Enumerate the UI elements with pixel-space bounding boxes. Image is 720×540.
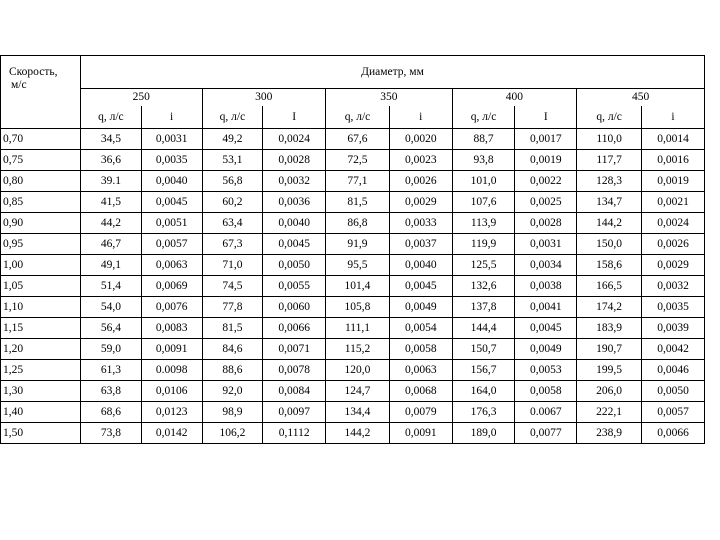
- flow-cell: 111,1: [326, 318, 390, 339]
- slope-cell: 0,0035: [141, 150, 202, 171]
- slope-cell: 0,0055: [263, 276, 326, 297]
- slope-cell: 0,0019: [642, 171, 705, 192]
- slope-cell: 0,0039: [642, 318, 705, 339]
- flow-cell: 84,6: [202, 339, 263, 360]
- flow-cell: 110,0: [577, 129, 642, 150]
- hydraulic-table: [0, 55, 705, 444]
- flow-cell: 105,8: [326, 297, 390, 318]
- slope-cell: 0,0022: [515, 171, 577, 192]
- flow-cell: 119,9: [452, 234, 515, 255]
- sub-i-350: i: [389, 106, 452, 129]
- table-row: [1, 129, 705, 150]
- flow-cell: 46,7: [81, 234, 142, 255]
- flow-cell: 61,3: [81, 360, 142, 381]
- speed-cell: 0,70: [1, 129, 81, 150]
- table-row: [1, 339, 705, 360]
- slope-cell: 0,0038: [515, 276, 577, 297]
- flow-cell: 158,6: [577, 255, 642, 276]
- slope-cell: 0,0050: [642, 381, 705, 402]
- slope-cell: 0,0031: [515, 234, 577, 255]
- flow-cell: 134,4: [326, 402, 390, 423]
- slope-cell: 0,0049: [389, 297, 452, 318]
- slope-cell: 0,0066: [642, 423, 705, 444]
- flow-cell: 91,9: [326, 234, 390, 255]
- slope-cell: 0,0084: [263, 381, 326, 402]
- flow-cell: 71,0: [202, 255, 263, 276]
- flow-cell: 117,7: [577, 150, 642, 171]
- slope-cell: 0,0040: [389, 255, 452, 276]
- flow-cell: 134,7: [577, 192, 642, 213]
- flow-cell: 150,0: [577, 234, 642, 255]
- slope-cell: 0,0032: [263, 171, 326, 192]
- slope-cell: 0,0040: [263, 213, 326, 234]
- flow-cell: 95,5: [326, 255, 390, 276]
- slope-cell: 0,0079: [389, 402, 452, 423]
- sub-i-450: i: [642, 106, 705, 129]
- table-row: [1, 234, 705, 255]
- slope-cell: 0,0076: [141, 297, 202, 318]
- flow-cell: 125,5: [452, 255, 515, 276]
- sub-q-450: q, л/с: [577, 106, 642, 129]
- slope-cell: 0,0045: [515, 318, 577, 339]
- sub-q-350: q, л/с: [326, 106, 390, 129]
- slope-cell: 0,0034: [515, 255, 577, 276]
- flow-cell: 113,9: [452, 213, 515, 234]
- flow-cell: 137,8: [452, 297, 515, 318]
- flow-cell: 144,2: [577, 213, 642, 234]
- flow-cell: 44,2: [81, 213, 142, 234]
- table-row: [1, 297, 705, 318]
- table-row: [1, 402, 705, 423]
- slope-cell: 0,0025: [515, 192, 577, 213]
- flow-cell: 73,8: [81, 423, 142, 444]
- slope-cell: 0,0106: [141, 381, 202, 402]
- slope-cell: 0,0060: [263, 297, 326, 318]
- speed-cell: 1,15: [1, 318, 81, 339]
- diameter-450: 450: [577, 89, 705, 107]
- slope-cell: 0,0051: [141, 213, 202, 234]
- flow-cell: 53,1: [202, 150, 263, 171]
- speed-header-line1: Скорость,: [9, 66, 58, 78]
- slope-cell: 0,0026: [389, 171, 452, 192]
- flow-cell: 67,6: [326, 129, 390, 150]
- speed-header-line2: м/с: [11, 79, 27, 91]
- slope-cell: 0.0098: [141, 360, 202, 381]
- table-row: [1, 150, 705, 171]
- flow-cell: 124,7: [326, 381, 390, 402]
- slope-cell: 0,0026: [642, 234, 705, 255]
- speed-cell: 1,30: [1, 381, 81, 402]
- flow-cell: 93,8: [452, 150, 515, 171]
- flow-cell: 190,7: [577, 339, 642, 360]
- flow-cell: 60,2: [202, 192, 263, 213]
- flow-cell: 68,6: [81, 402, 142, 423]
- slope-cell: 0,0078: [263, 360, 326, 381]
- flow-cell: 81,5: [202, 318, 263, 339]
- flow-cell: 189,0: [452, 423, 515, 444]
- flow-cell: 128,3: [577, 171, 642, 192]
- slope-cell: 0,0097: [263, 402, 326, 423]
- slope-cell: 0,0042: [642, 339, 705, 360]
- slope-cell: 0,0053: [515, 360, 577, 381]
- flow-cell: 72,5: [326, 150, 390, 171]
- flow-cell: 51,4: [81, 276, 142, 297]
- flow-cell: 156,7: [452, 360, 515, 381]
- slope-cell: 0,0017: [515, 129, 577, 150]
- flow-cell: 176,3: [452, 402, 515, 423]
- diameter-350: 350: [326, 89, 453, 107]
- slope-cell: 0,0091: [141, 339, 202, 360]
- slope-cell: 0,0045: [263, 234, 326, 255]
- slope-cell: 0,0091: [389, 423, 452, 444]
- slope-cell: 0,0016: [642, 150, 705, 171]
- speed-cell: 1,25: [1, 360, 81, 381]
- slope-cell: 0,0040: [141, 171, 202, 192]
- slope-cell: 0,0029: [642, 255, 705, 276]
- speed-cell: 1,50: [1, 423, 81, 444]
- slope-cell: 0,0033: [389, 213, 452, 234]
- slope-cell: 0,1112: [263, 423, 326, 444]
- table-row: [1, 255, 705, 276]
- speed-cell: 1,10: [1, 297, 81, 318]
- slope-cell: 0,0029: [389, 192, 452, 213]
- slope-cell: 0,0123: [141, 402, 202, 423]
- sub-q-400: q, л/с: [452, 106, 515, 129]
- speed-cell: 1,05: [1, 276, 81, 297]
- slope-cell: 0,0050: [263, 255, 326, 276]
- flow-cell: 238,9: [577, 423, 642, 444]
- flow-cell: 88,7: [452, 129, 515, 150]
- slope-cell: 0,0063: [141, 255, 202, 276]
- speed-cell: 0,85: [1, 192, 81, 213]
- slope-cell: 0,0035: [642, 297, 705, 318]
- slope-cell: 0,0058: [515, 381, 577, 402]
- flow-cell: 41,5: [81, 192, 142, 213]
- slope-cell: 0,0142: [141, 423, 202, 444]
- flow-cell: 74,5: [202, 276, 263, 297]
- flow-cell: 150,7: [452, 339, 515, 360]
- slope-cell: 0,0049: [515, 339, 577, 360]
- slope-cell: 0,0021: [642, 192, 705, 213]
- slope-cell: 0.0067: [515, 402, 577, 423]
- speed-cell: 0,90: [1, 213, 81, 234]
- slope-cell: 0,0077: [515, 423, 577, 444]
- flow-cell: 81,5: [326, 192, 390, 213]
- flow-cell: 56,8: [202, 171, 263, 192]
- flow-cell: 144,2: [326, 423, 390, 444]
- sub-q-300: q, л/с: [202, 106, 263, 129]
- slope-cell: 0,0019: [515, 150, 577, 171]
- flow-cell: 67,3: [202, 234, 263, 255]
- slope-cell: 0,0024: [263, 129, 326, 150]
- flow-cell: 222,1: [577, 402, 642, 423]
- diameter-300: 300: [202, 89, 326, 107]
- slope-cell: 0,0069: [141, 276, 202, 297]
- table-row: [1, 423, 705, 444]
- flow-cell: 88,6: [202, 360, 263, 381]
- table-row: [1, 276, 705, 297]
- speed-cell: 0,80: [1, 171, 81, 192]
- flow-cell: 199,5: [577, 360, 642, 381]
- table-body: [1, 129, 705, 444]
- slope-cell: 0,0037: [389, 234, 452, 255]
- flow-cell: 54,0: [81, 297, 142, 318]
- flow-cell: 92,0: [202, 381, 263, 402]
- flow-cell: 56,4: [81, 318, 142, 339]
- flow-cell: 166,5: [577, 276, 642, 297]
- table-row: [1, 381, 705, 402]
- slope-cell: 0,0020: [389, 129, 452, 150]
- slope-cell: 0,0083: [141, 318, 202, 339]
- flow-cell: 63,4: [202, 213, 263, 234]
- sub-i-300: I: [263, 106, 326, 129]
- diameter-250: 250: [81, 89, 203, 107]
- flow-cell: 183,9: [577, 318, 642, 339]
- speed-cell: 0,75: [1, 150, 81, 171]
- table-row: [1, 360, 705, 381]
- slope-cell: 0,0041: [515, 297, 577, 318]
- flow-cell: 206,0: [577, 381, 642, 402]
- slope-cell: 0,0054: [389, 318, 452, 339]
- slope-cell: 0,0063: [389, 360, 452, 381]
- speed-header: [1, 56, 81, 129]
- flow-cell: 174,2: [577, 297, 642, 318]
- slope-cell: 0,0045: [389, 276, 452, 297]
- speed-cell: 1,20: [1, 339, 81, 360]
- slope-cell: 0,0057: [642, 402, 705, 423]
- slope-cell: 0,0024: [642, 213, 705, 234]
- flow-cell: 144,4: [452, 318, 515, 339]
- flow-cell: 86,8: [326, 213, 390, 234]
- flow-cell: 77,1: [326, 171, 390, 192]
- flow-cell: 115,2: [326, 339, 390, 360]
- slope-cell: 0,0014: [642, 129, 705, 150]
- slope-cell: 0,0046: [642, 360, 705, 381]
- slope-cell: 0,0032: [642, 276, 705, 297]
- slope-cell: 0,0071: [263, 339, 326, 360]
- flow-cell: 36,6: [81, 150, 142, 171]
- slope-cell: 0,0028: [263, 150, 326, 171]
- flow-cell: 59,0: [81, 339, 142, 360]
- slope-cell: 0,0045: [141, 192, 202, 213]
- speed-cell: 0,95: [1, 234, 81, 255]
- flow-cell: 49,2: [202, 129, 263, 150]
- table-row: [1, 213, 705, 234]
- diameter-400: 400: [452, 89, 577, 107]
- table-row: [1, 192, 705, 213]
- slope-cell: 0,0031: [141, 129, 202, 150]
- flow-cell: 101,0: [452, 171, 515, 192]
- slope-cell: 0,0068: [389, 381, 452, 402]
- diameter-header: Диаметр, мм: [81, 56, 705, 89]
- speed-cell: 1,40: [1, 402, 81, 423]
- flow-cell: 101,4: [326, 276, 390, 297]
- speed-cell: 1,00: [1, 255, 81, 276]
- table-row: [1, 171, 705, 192]
- flow-cell: 63,8: [81, 381, 142, 402]
- flow-cell: 49,1: [81, 255, 142, 276]
- slope-cell: 0,0058: [389, 339, 452, 360]
- slope-cell: 0,0057: [141, 234, 202, 255]
- flow-cell: 34,5: [81, 129, 142, 150]
- flow-cell: 132,6: [452, 276, 515, 297]
- slope-cell: 0,0036: [263, 192, 326, 213]
- flow-cell: 98,9: [202, 402, 263, 423]
- sub-q-250: q, л/с: [81, 106, 142, 129]
- sub-i-400: I: [515, 106, 577, 129]
- slope-cell: 0,0023: [389, 150, 452, 171]
- flow-cell: 39.1: [81, 171, 142, 192]
- slope-cell: 0,0066: [263, 318, 326, 339]
- flow-cell: 120,0: [326, 360, 390, 381]
- flow-cell: 164,0: [452, 381, 515, 402]
- table-row: [1, 318, 705, 339]
- flow-cell: 106,2: [202, 423, 263, 444]
- flow-cell: 107,6: [452, 192, 515, 213]
- flow-cell: 77,8: [202, 297, 263, 318]
- sub-i-250: i: [141, 106, 202, 129]
- slope-cell: 0,0028: [515, 213, 577, 234]
